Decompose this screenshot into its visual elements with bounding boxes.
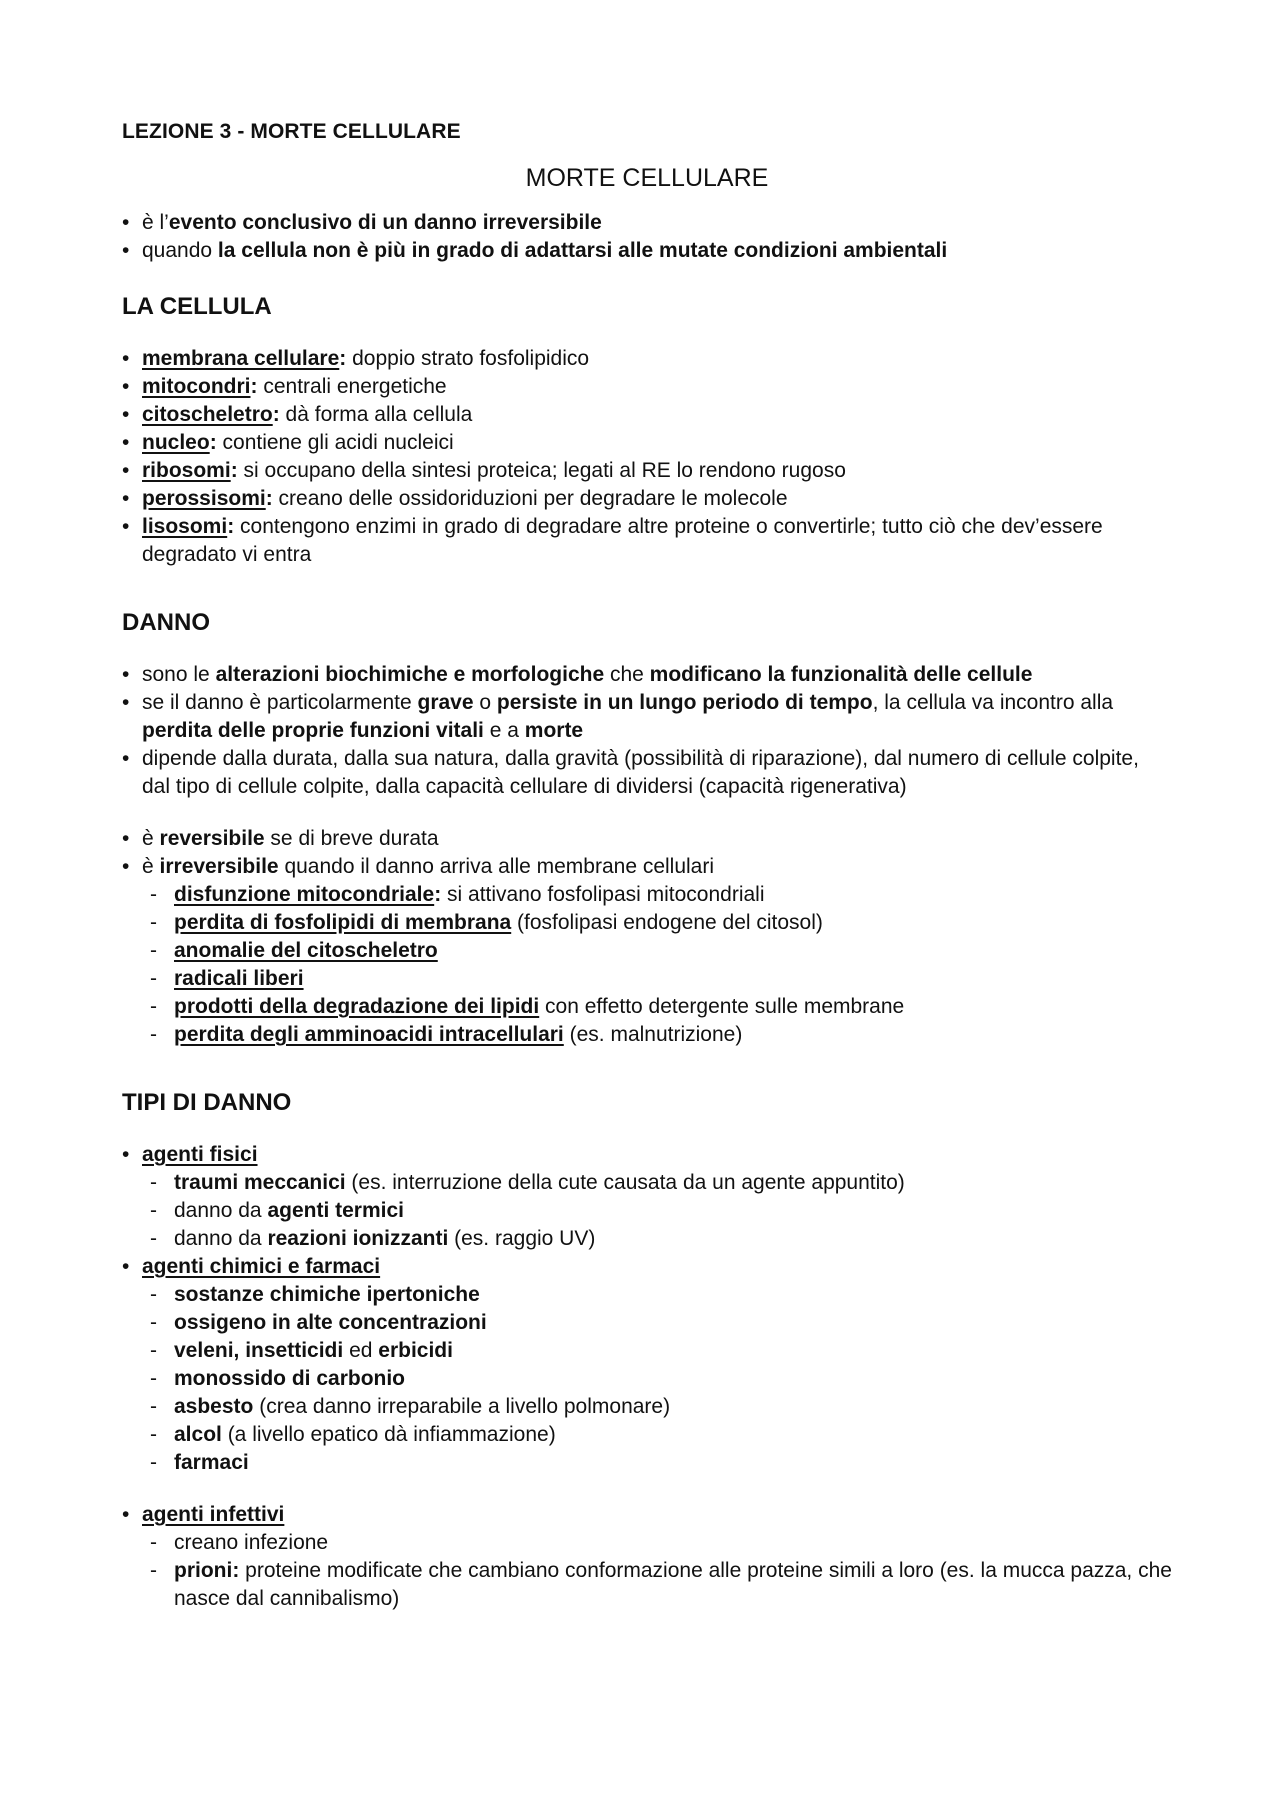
list-item [122, 209, 1172, 237]
item-term: agenti infettivi [142, 1503, 285, 1526]
list-item [122, 689, 1172, 745]
item-text: (es. interruzione della cute causata da un agente appuntito) [345, 1171, 905, 1194]
list-item [122, 237, 1172, 265]
item-text: contengono enzimi in grado di degradare altre proteine o convertirle; tutto ciò che dev’essere degradato vi entra [142, 515, 1103, 566]
item-term: perossisomi [142, 487, 266, 510]
item-text: quando il danno arriva alle membrane cellulari [278, 855, 715, 878]
document-content [122, 120, 1172, 1613]
item-bold-text: evento conclusivo di un danno irreversibile [168, 211, 602, 234]
item-term: prodotti della degradazione dei lipidi [174, 995, 540, 1018]
list-item [122, 1141, 1172, 1169]
item-colon: : [209, 431, 217, 454]
cellula-list [122, 345, 1172, 569]
item-bold-text: perdita delle proprie funzioni vitali [142, 719, 484, 742]
item-text: con effetto detergente sulle membrane [539, 995, 905, 1018]
item-term: anomalie del citoscheletro [174, 939, 438, 962]
item-text: è [142, 827, 160, 850]
tipi-fisici-sub-list [122, 1169, 1172, 1253]
item-term: citoscheletro [142, 403, 273, 426]
item-text: proteine modificate che cambiano conformazione alle proteine simili a loro (es. la mucca pazza, che nasce dal cannibalismo) [174, 1559, 1172, 1610]
item-text: danno da [174, 1199, 268, 1222]
item-colon: : [227, 515, 235, 538]
item-bold-text: traumi meccanici [174, 1171, 346, 1194]
item-bold-text: farmaci [174, 1451, 249, 1474]
sub-list-item [122, 1529, 1172, 1557]
sub-list-item [122, 1365, 1172, 1393]
danno-list [122, 661, 1172, 801]
item-bold-text: prioni: [174, 1559, 240, 1582]
item-text: si occupano della sintesi proteica; legati al RE lo rendono rugoso [237, 459, 846, 482]
list-item [122, 513, 1172, 569]
tipi-infettivi-list [122, 1501, 1172, 1529]
item-text: creano delle ossidoriduzioni per degradare le molecole [272, 487, 788, 510]
list-item [122, 853, 1172, 881]
item-bold-text: alterazioni biochimiche e morfologiche [215, 663, 605, 686]
item-term: radicali liberi [174, 967, 304, 990]
item-colon: : [265, 487, 273, 510]
item-colon: : [434, 883, 442, 906]
item-colon: : [230, 459, 238, 482]
item-term: agenti fisici [142, 1143, 258, 1166]
item-term: agenti chimici e farmaci [142, 1255, 381, 1278]
item-bold-text: veleni, insetticidi [174, 1339, 344, 1362]
sub-list-item [122, 881, 1172, 909]
item-bold-text: persiste in un lungo periodo di tempo [496, 691, 873, 714]
item-text: , la cellula va incontro alla [872, 691, 1114, 714]
sub-list-item [122, 1449, 1172, 1477]
item-text: (es. malnutrizione) [563, 1023, 743, 1046]
list-item [122, 345, 1172, 373]
item-term: ribosomi [142, 459, 231, 482]
item-bold-text: irreversibile [159, 855, 279, 878]
item-bold-text: erbicidi [378, 1339, 453, 1362]
list-item [122, 661, 1172, 689]
page-title: MORTE CELLULARE [525, 164, 769, 192]
item-bold-text: modificano la funzionalità delle cellule [649, 663, 1033, 686]
sub-list-item [122, 1169, 1172, 1197]
item-text: (crea danno irreparabile a livello polmonare) [253, 1395, 671, 1418]
item-text: ed [343, 1339, 379, 1362]
danno-sub-list [122, 881, 1172, 1049]
tipi-chimici-list [122, 1253, 1172, 1281]
section-title-cellula: LA CELLULA [122, 293, 272, 320]
list-item [122, 1501, 1172, 1529]
sub-list-item [122, 1557, 1172, 1613]
sub-list-item [122, 909, 1172, 937]
item-text: sono le [142, 663, 216, 686]
sub-list-item [122, 993, 1172, 1021]
sub-list-item [122, 1337, 1172, 1365]
sub-list-item [122, 965, 1172, 993]
tipi-fisici-list [122, 1141, 1172, 1169]
list-item [122, 745, 1172, 801]
item-bold-text: reversibile [159, 827, 265, 850]
sub-list-item [122, 1021, 1172, 1049]
item-text: è l’ [142, 211, 169, 234]
item-bold-text: la cellula non è più in grado di adattarsi alle mutate condizioni ambientali [217, 239, 948, 262]
item-term: lisosomi [142, 515, 228, 538]
section-title-tipi: TIPI DI DANNO [122, 1089, 292, 1116]
danno-reversibility-list [122, 825, 1172, 881]
item-bold-text: morte [524, 719, 584, 742]
intro-list [122, 209, 1172, 265]
item-bold-text: sostanze chimiche ipertoniche [174, 1283, 480, 1306]
list-item [122, 457, 1172, 485]
item-colon: : [250, 375, 258, 398]
list-item [122, 429, 1172, 457]
sub-list-item [122, 1421, 1172, 1449]
sub-list-item [122, 937, 1172, 965]
item-term: mitocondri [142, 375, 251, 398]
item-bold-text: grave [417, 691, 474, 714]
item-bold-text: agenti termici [267, 1199, 404, 1222]
sub-list-item [122, 1309, 1172, 1337]
item-text: doppio strato fosfolipidico [346, 347, 590, 370]
item-bold-text: monossido di carbonio [174, 1367, 406, 1390]
item-text: (es. raggio UV) [448, 1227, 596, 1250]
item-bold-text: ossigeno in alte concentrazioni [174, 1311, 487, 1334]
item-text: se di breve durata [264, 827, 439, 850]
sub-list-item [122, 1225, 1172, 1253]
item-text: quando [142, 239, 218, 262]
item-colon: : [272, 403, 280, 426]
item-term: membrana cellulare [142, 347, 340, 370]
list-item [122, 401, 1172, 429]
list-item [122, 1253, 1172, 1281]
item-text: o [473, 691, 497, 714]
item-text: se il danno è particolarmente [142, 691, 418, 714]
item-bold-text: asbesto [174, 1395, 254, 1418]
item-text: danno da [174, 1227, 268, 1250]
item-text: (a livello epatico dà infiammazione) [221, 1423, 556, 1446]
item-bold-text: alcol [174, 1423, 222, 1446]
item-term: perdita di fosfolipidi di membrana [174, 911, 512, 934]
item-text: si attivano fosfolipasi mitocondriali [441, 883, 765, 906]
item-text: dà forma alla cellula [279, 403, 473, 426]
list-item [122, 373, 1172, 401]
item-bold-text: reazioni ionizzanti [267, 1227, 449, 1250]
item-text: creano infezione [174, 1531, 329, 1554]
list-item [122, 485, 1172, 513]
sub-list-item [122, 1197, 1172, 1225]
item-text: che [604, 663, 650, 686]
sub-list-item [122, 1393, 1172, 1421]
sub-list-item [122, 1281, 1172, 1309]
item-text: e a [483, 719, 525, 742]
list-item [122, 825, 1172, 853]
item-term: perdita degli amminoacidi intracellulari [174, 1023, 564, 1046]
item-text: centrali energetiche [257, 375, 447, 398]
item-term: nucleo [142, 431, 210, 454]
item-text: (fosfolipasi endogene del citosol) [511, 911, 823, 934]
tipi-infettivi-sub-list [122, 1529, 1172, 1613]
item-text: dipende dalla durata, dalla sua natura, dalla gravità (possibilità di riparazione), dal numero di cellule colpite, dal tipo di cellule colpite, dalla capacità cellulare di dividersi (capacità rigenerativa) [142, 747, 1139, 798]
section-title-danno: DANNO [122, 609, 210, 636]
lesson-title: LEZIONE 3 - MORTE CELLULARE [122, 120, 461, 143]
item-colon: : [339, 347, 347, 370]
item-term: disfunzione mitocondriale [174, 883, 435, 906]
item-text: contiene gli acidi nucleici [216, 431, 454, 454]
tipi-chimici-sub-list [122, 1281, 1172, 1477]
item-text: è [142, 855, 160, 878]
